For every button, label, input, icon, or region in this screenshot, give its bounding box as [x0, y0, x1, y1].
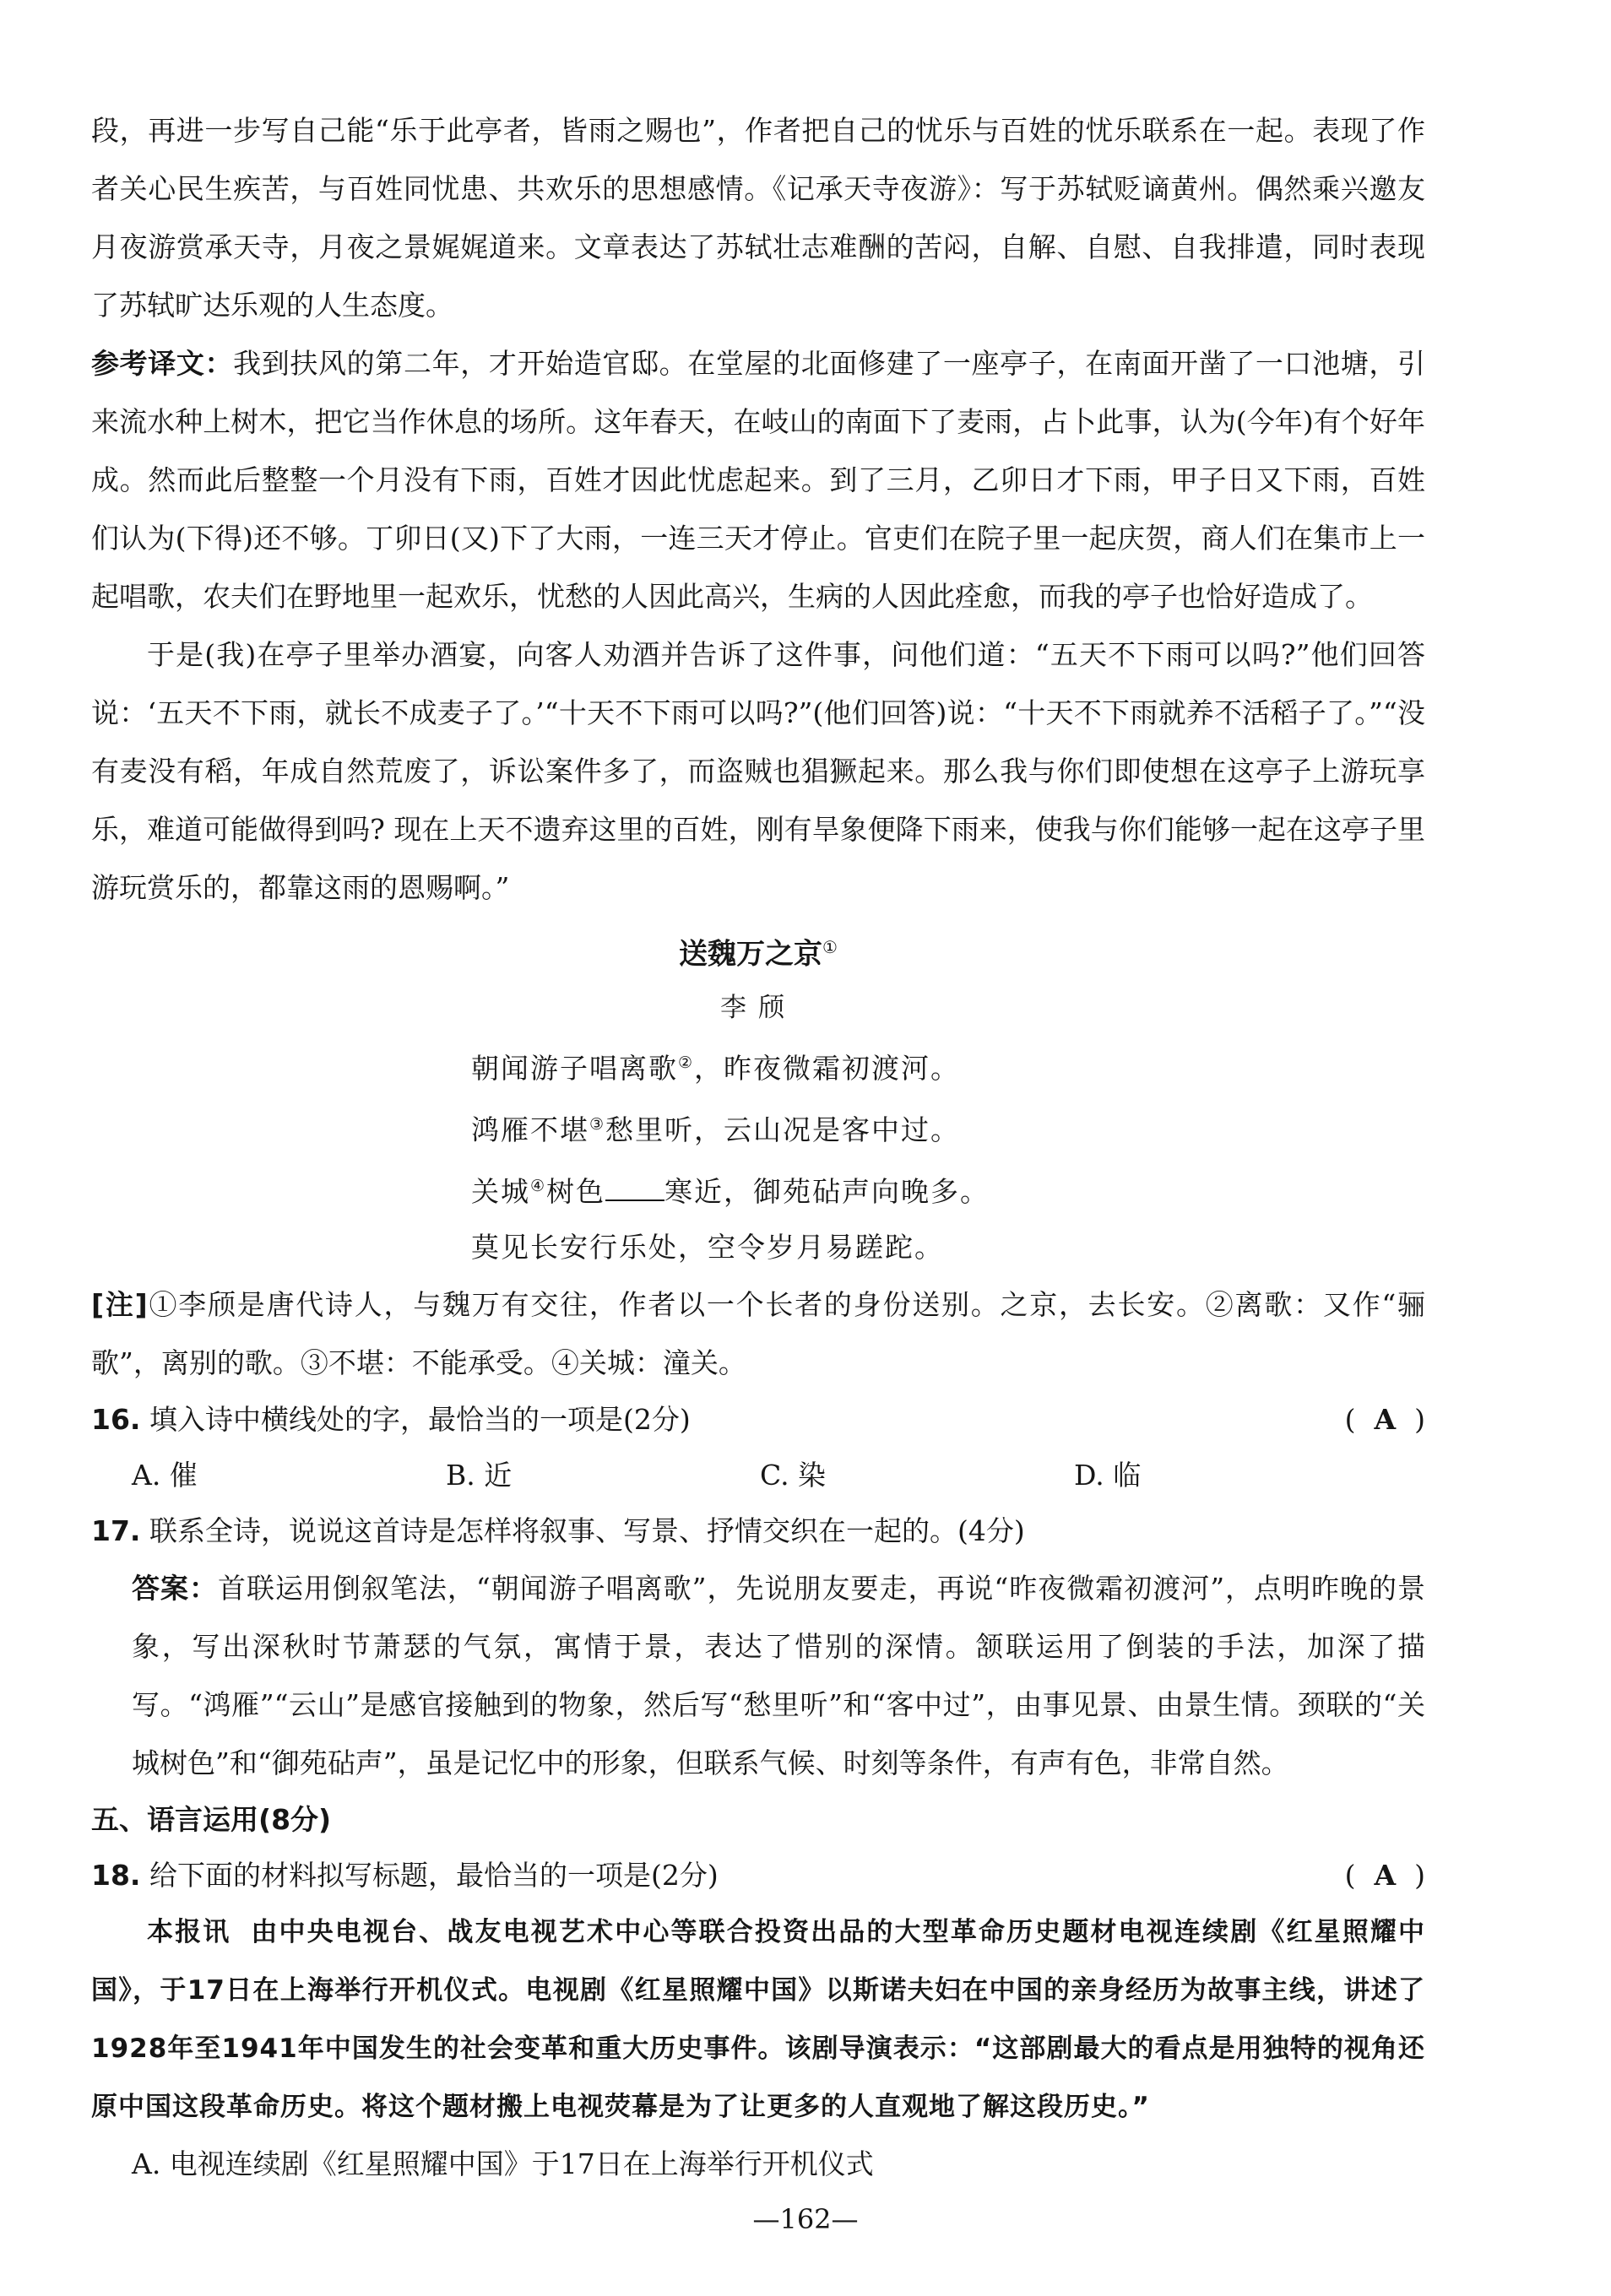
poem-title	[91, 920, 1425, 981]
question-16-options	[91, 1448, 1425, 1503]
question-16	[91, 1392, 1425, 1448]
translation-text-1: 我到扶风的第二年，才开始造官邸。在堂屋的北面修建了一座亭子，在南面开凿了一口池塘，引来流水种上树木，把它当作休息的场所。这年春天，在岐山的南面下了麦雨，占卜此事，认为(今年)有个好年成。然而此后整整一个月没有下雨，百姓才因此忧虑起来。到了三月，乙卯日才下雨，甲子日又下雨，百姓们认为(下得)还不够。丁卯日(又)下了大雨，一连三天才停止。官吏们在院子里一起庆贺，商人们在集市上一起唱歌，农夫们在野地里一起欢乐，忧愁的人因此高兴，生病的人因此痊愈，而我的亭子也恰好造成了。	[91, 347, 1426, 613]
poem-notes	[91, 1275, 1425, 1392]
poem-title-text: 送魏万之京	[679, 937, 823, 972]
poem-line-2-part-a: 鸿雁不堪	[471, 1113, 589, 1147]
option-b: B. 近	[446, 1459, 513, 1492]
answer-label: 答案：	[132, 1572, 218, 1606]
question-18-number: 18.	[91, 1859, 141, 1893]
translation-paragraph-1	[91, 334, 1425, 625]
question-16-number: 16.	[91, 1403, 141, 1437]
poem-title-note: ①	[822, 937, 838, 957]
question-16-text: 填入诗中横线处的字，最恰当的一项是(2分)	[149, 1403, 691, 1437]
answer-text: 首联运用倒叙笔法，“朝闻游子唱离歌”，先说朋友要走，再说“昨夜微霜初渡河”，点明昨晚的景象，写出深秋时节萧瑟的气氛，寓情于景，表达了惜别的深情。颔联运用了倒装的手法，加深了描写。“鸿雁”“云山”是感官接触到的物象，然后写“愁里听”和“客中过”，由事见景、由景生情。颈联的“关城树色”和“御苑砧声”，虽是记忆中的形象，但联系气候、时刻等条件，有声有色，非常自然。	[132, 1572, 1425, 1780]
option-a: A. 催	[132, 1459, 198, 1492]
poem-line-1	[471, 1035, 1425, 1097]
question-18-text: 给下面的材料拟写标题，最恰当的一项是(2分)	[149, 1859, 719, 1893]
question-16-answer-letter: A	[1374, 1403, 1397, 1437]
page-number: —162—	[752, 2203, 859, 2235]
option-c: C. 染	[760, 1459, 827, 1492]
question-18-answer: ( A )	[1344, 1859, 1425, 1893]
document-page	[91, 101, 1425, 2192]
poem-note-label: [注]	[91, 1288, 148, 1322]
translation-label: 参考译文：	[91, 347, 234, 380]
question-17	[91, 1503, 1425, 1559]
question-18	[91, 1848, 1425, 1903]
section-heading: 五、语言运用(8分)	[91, 1803, 332, 1837]
poem-line-2	[471, 1097, 1425, 1158]
poem-line-3-part-a: 关城	[471, 1175, 530, 1209]
question-17-answer	[91, 1559, 1425, 1792]
translation-paragraph-2: 于是(我)在亭子里举办酒宴，向客人劝酒并告诉了这件事，问他们道：“五天不下雨可以吗?”他们回答说：‘五天不下雨，就长不成麦子了。’“十天不下雨可以吗?”(他们回答)说：“十天不下雨就养不活稻子了。”“没有麦没有稻，年成自然荒废了，诉讼案件多了，而盗贼也猖獗起来。那么我与你们即使想在这亭子上游玩享乐，难道可能做得到吗? 现在上天不遗弃这里的百姓，刚有旱象便降下雨来，使我与你们能够一起在这亭子里游玩赏乐的，都靠这雨的恩赐啊。”	[91, 638, 1425, 904]
news-text: 由中央电视台、战友电视艺术中心等联合投资出品的大型革命历史题材电视连续剧《红星照耀中国》，于17日在上海举行开机仪式。电视剧《红星照耀中国》以斯诺夫妇在中国的亲身经历为故事主线，讲述了1928年至1941年中国发生的社会变革和重大历史事件。该剧导演表示：“这部剧最大的看点是用独特的视角还原中国这段革命历史。将这个题材搬上电视荧幕是为了让更多的人直观地了解这段历史。”	[91, 1917, 1426, 2123]
poem-author: 李颀	[720, 993, 796, 1024]
poem-line-3	[471, 1158, 1425, 1220]
poem-line-1-part-b: ，昨夜微霜初渡河。	[694, 1052, 961, 1086]
poem-line-1-note: ②	[678, 1053, 695, 1073]
news-tag: 本报讯	[147, 1917, 231, 1948]
poem-line-3-part-c: 寒近，御苑砧声向晚多。	[664, 1175, 990, 1209]
poem-line-4: 莫见长安行乐处，空令岁月易蹉跎。	[471, 1231, 944, 1264]
question-17-number: 17.	[91, 1514, 141, 1548]
intro-paragraph: 段，再进一步写自己能“乐于此亭者，皆雨之赐也”，作者把自己的忧乐与百姓的忧乐联系在一起。表现了作者关心民生疾苦，与百姓同忧患、共欢乐的思想感情。《记承天寺夜游》：写于苏轼贬谪黄州。偶然乘兴邀友月夜游赏承天寺，月夜之景娓娓道来。文章表达了苏轼壮志难酬的苦闷，自解、自慰、自我排遣，同时表现了苏轼旷达乐观的人生态度。	[91, 114, 1425, 322]
poem-line-2-note: ③	[589, 1115, 606, 1134]
poem-line-3-part-b: 树色	[546, 1175, 606, 1209]
question-18-answer-letter: A	[1374, 1859, 1397, 1893]
option-d: D. 临	[1074, 1459, 1142, 1492]
poem-note-text: ①李颀是唐代诗人，与魏万有交往，作者以一个长者的身份送别。之京，去长安。②离歌：又作“骊歌”，离别的歌。③不堪：不能承受。④关城：潼关。	[91, 1288, 1425, 1380]
question-16-answer: ( A )	[1344, 1403, 1425, 1437]
fill-in-blank	[605, 1176, 664, 1201]
news-material	[91, 1903, 1425, 2136]
question-18-option-a: A. 电视连续剧《红星照耀中国》于17日在上海举行开机仪式	[132, 2147, 874, 2181]
poem-line-2-part-b: 愁里听，云山况是客中过。	[605, 1113, 961, 1147]
poem-line-1-part-a: 朝闻游子唱离歌	[471, 1052, 678, 1086]
poem-line-3-note: ④	[530, 1177, 547, 1196]
question-17-text: 联系全诗，说说这首诗是怎样将叙事、写景、抒情交织在一起的。(4分)	[149, 1514, 1025, 1548]
